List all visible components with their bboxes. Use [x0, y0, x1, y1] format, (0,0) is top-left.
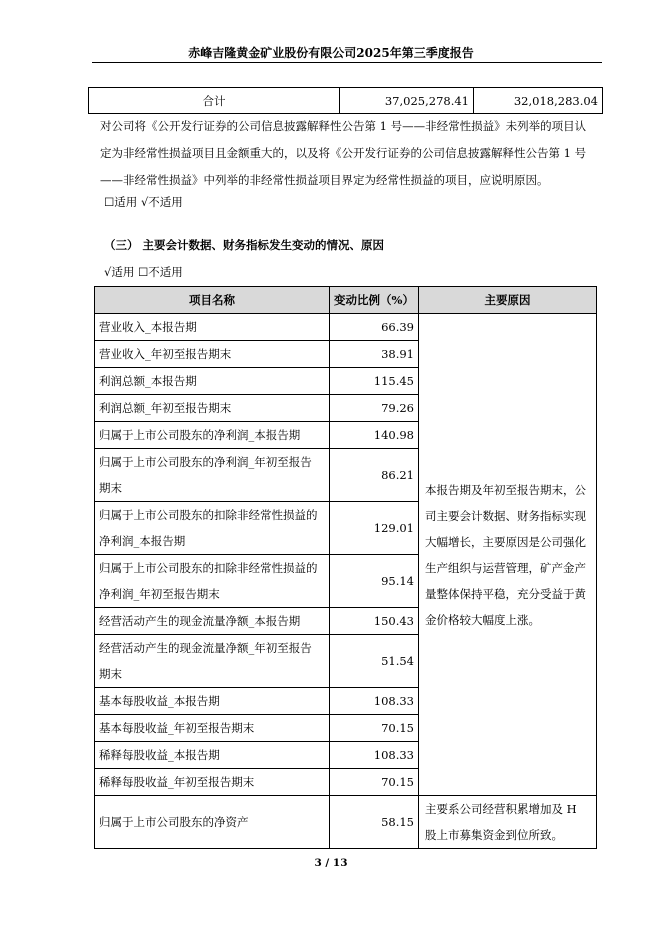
row-name: [95, 769, 330, 796]
row-name-line: 归属于上市公司股东的扣除非经常性损益的: [99, 508, 318, 522]
row-name-line: 利润总额_年初至报告期末: [99, 401, 232, 415]
page-number: 3 / 13: [314, 857, 348, 869]
row-value: 58.15: [330, 796, 419, 849]
row-name-line: 归属于上市公司股东的净利润_年初至报告: [99, 455, 312, 469]
paragraph-line: ——非经常性损益》中列举的非经常性损益项目界定为经常性损益的项目，应说明原因。: [100, 173, 549, 187]
reason-line: 金价格较大幅度上涨。: [425, 612, 540, 627]
paragraph-line: 对公司将《公开发行证券的公司信息披露解释性公告第 1 号——非经常性损益》未列举的项目认: [100, 119, 587, 133]
total-row: [89, 88, 603, 114]
table-row: [95, 314, 597, 341]
applicability-2: √适用 ☐不适用: [104, 265, 183, 279]
header-change-ratio: 变动比例（%）: [330, 287, 419, 314]
row-name-line: 营业收入_本报告期: [99, 320, 197, 334]
row-name: [95, 608, 330, 635]
table-row: [95, 796, 597, 849]
total-value-1: 37,025,278.41: [340, 88, 474, 114]
last-reason-cell: [419, 796, 597, 849]
row-name: [95, 368, 330, 395]
row-name-line: 净利润_年初至报告期末: [99, 587, 220, 601]
row-name-line: 期末: [99, 481, 122, 495]
total-value-2: 32,018,283.04: [474, 88, 603, 114]
row-value: 140.98: [330, 422, 419, 449]
reason-line: 本报告期及年初至报告期末，公: [425, 482, 586, 497]
row-name: [95, 449, 330, 502]
row-name-line: 期末: [99, 667, 122, 681]
reason-line: 生产组织与运营管理，矿产金产: [425, 560, 586, 575]
row-name-line: 利润总额_本报告期: [99, 374, 197, 388]
row-name: [95, 422, 330, 449]
header-main-reason: 主要原因: [419, 287, 597, 314]
main-reason-cell: [419, 314, 597, 796]
row-name-line: 经营活动产生的现金流量净额_本报告期: [99, 614, 301, 628]
row-name: [95, 635, 330, 688]
row-name-line: 稀释每股收益_年初至报告期末: [99, 775, 255, 789]
row-name: [95, 796, 330, 849]
row-name-line: 基本每股收益_本报告期: [99, 694, 220, 708]
row-name-line: 基本每股收益_年初至报告期末: [99, 721, 255, 735]
total-label: 合计: [89, 88, 340, 114]
explanation-paragraph: [100, 113, 600, 194]
row-value: 108.33: [330, 742, 419, 769]
row-name-line: 稀释每股收益_本报告期: [99, 748, 220, 762]
row-name-line: 归属于上市公司股东的净利润_本报告期: [99, 428, 301, 442]
row-name: [95, 742, 330, 769]
row-value: 108.33: [330, 688, 419, 715]
total-table: [88, 87, 603, 114]
table-header-row: [95, 287, 597, 314]
row-name: [95, 341, 330, 368]
reason-line: 司主要会计数据、财务指标实现: [425, 508, 586, 523]
row-value: 95.14: [330, 555, 419, 608]
row-name-line: 营业收入_年初至报告期末: [99, 347, 232, 361]
reason-line: 大幅增长，主要原因是公司强化: [425, 534, 586, 549]
reason-line: 量整体保持平稳，充分受益于黄: [425, 586, 586, 601]
paragraph-line: 定为非经常性损益项目且金额重大的，以及将《公开发行证券的公司信息披露解释性公告第 1 号: [100, 146, 587, 160]
reason-line: 主要系公司经营积累增加及 H: [425, 802, 577, 816]
row-name: [95, 502, 330, 555]
row-name: [95, 688, 330, 715]
row-value: 129.01: [330, 502, 419, 555]
row-name-line: 归属于上市公司股东的扣除非经常性损益的: [99, 561, 318, 575]
row-name: [95, 314, 330, 341]
header-item-name: 项目名称: [95, 287, 330, 314]
section-title: （三） 主要会计数据、财务指标发生变动的情况、原因: [104, 238, 385, 252]
row-value: 70.15: [330, 715, 419, 742]
applicability-1: ☐适用 √不适用: [104, 195, 183, 209]
row-name: [95, 715, 330, 742]
row-value: 70.15: [330, 769, 419, 796]
row-value: 79.26: [330, 395, 419, 422]
page-header-title: 赤峰吉隆黄金矿业股份有限公司2025年第三季度报告: [188, 46, 474, 60]
row-name: [95, 395, 330, 422]
row-name: [95, 555, 330, 608]
row-name-line: 经营活动产生的现金流量净额_年初至报告: [99, 641, 312, 655]
row-value: 115.45: [330, 368, 419, 395]
row-name-line: 归属于上市公司股东的净资产: [99, 815, 249, 829]
change-table: [94, 286, 597, 849]
row-value: 51.54: [330, 635, 419, 688]
row-value: 66.39: [330, 314, 419, 341]
row-value: 86.21: [330, 449, 419, 502]
row-value: 38.91: [330, 341, 419, 368]
header-divider: [92, 62, 602, 63]
row-value: 150.43: [330, 608, 419, 635]
reason-line: 股上市募集资金到位所致。: [425, 828, 563, 842]
row-name-line: 净利润_本报告期: [99, 534, 186, 548]
